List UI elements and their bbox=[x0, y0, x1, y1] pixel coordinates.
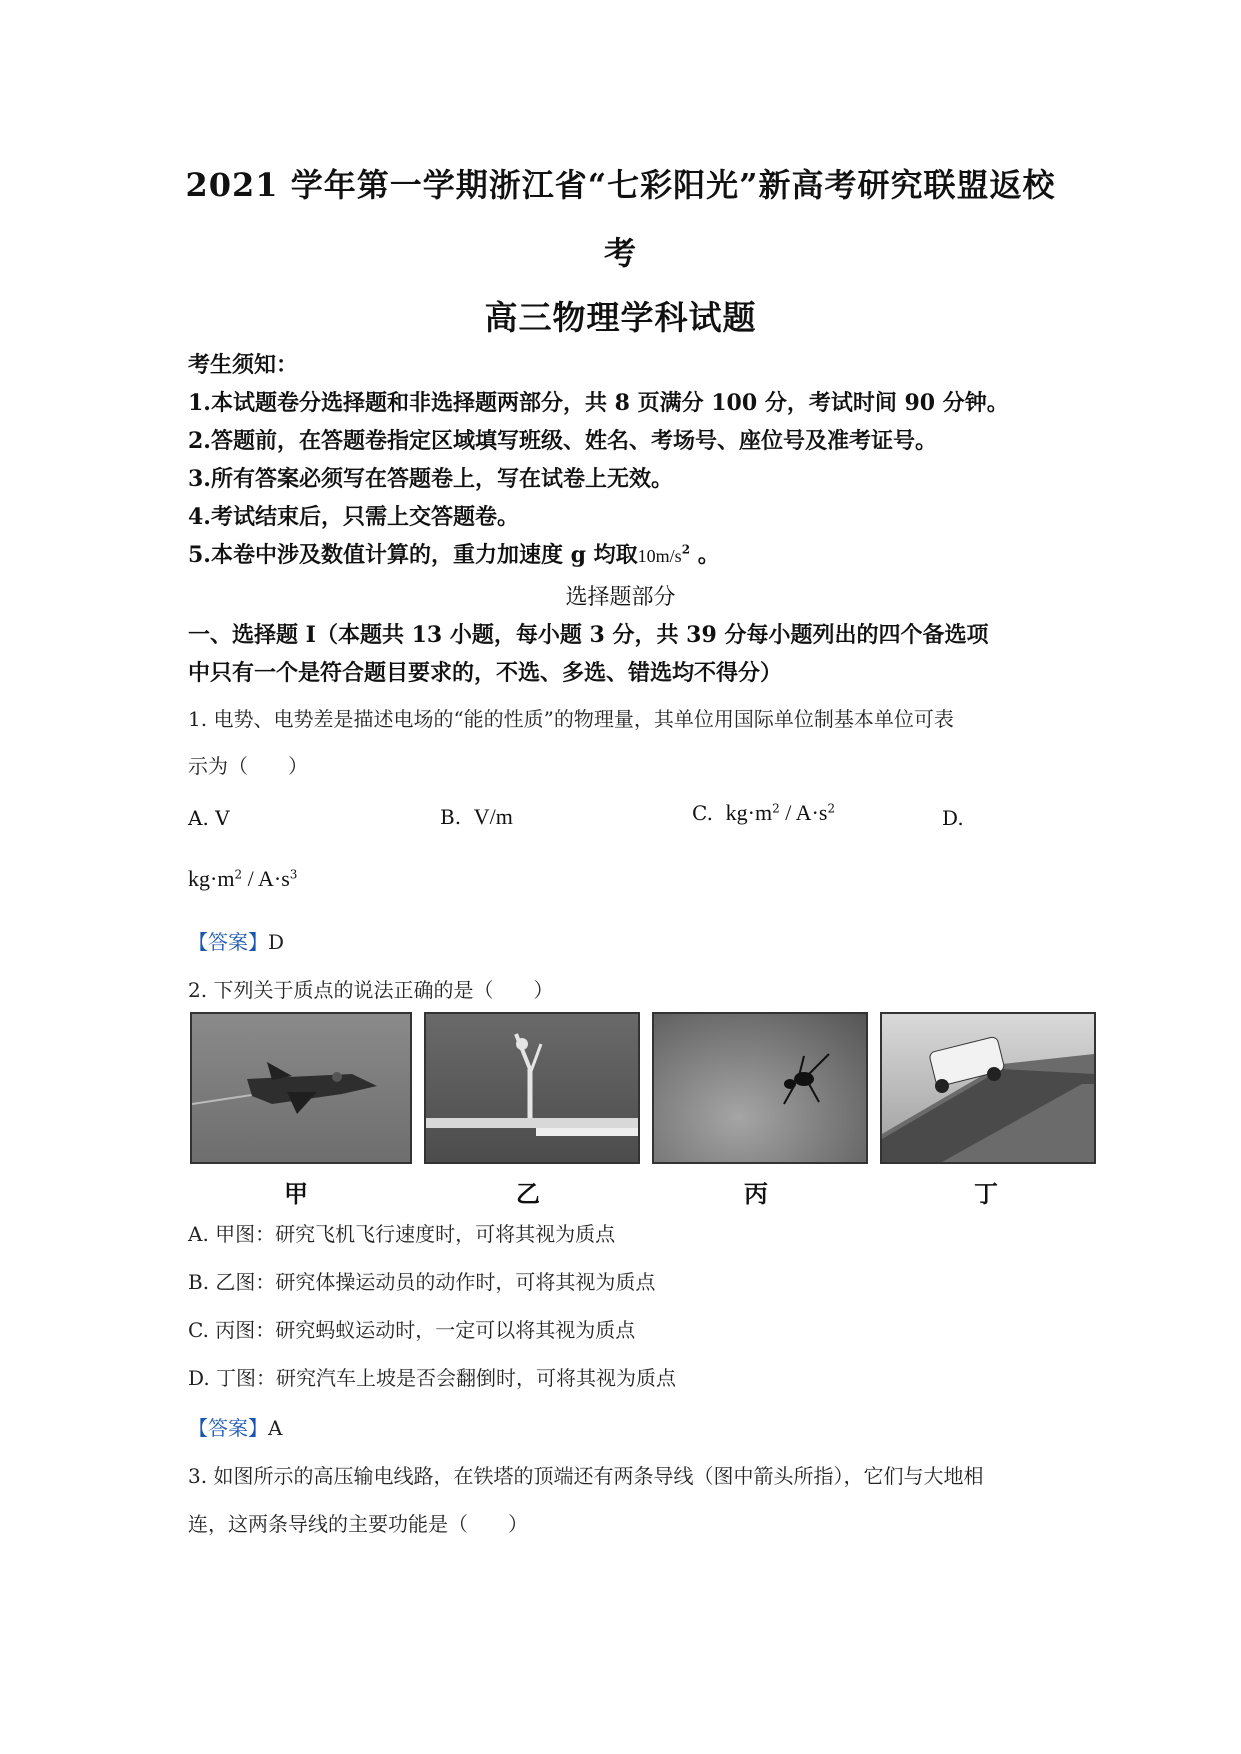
notice-item-5-text: 5.本卷中涉及数值计算的，重力加速度 g 均取 bbox=[188, 542, 638, 568]
g-value: 10m/s bbox=[637, 546, 682, 566]
q1-answer-value: D bbox=[268, 930, 285, 954]
notice-heading: 考生须知： bbox=[188, 352, 299, 378]
q1-option-c-label: C. bbox=[692, 801, 713, 825]
q1-option-b-value: V/m bbox=[473, 804, 513, 829]
q2-answer bbox=[188, 1412, 282, 1441]
q2-photo-strip bbox=[190, 1012, 1095, 1208]
notice-item-3: 3.所有答案必须写在答题卷上，写在试卷上无效。 bbox=[188, 466, 673, 492]
q1-option-c-exp2: 2 bbox=[827, 801, 836, 816]
q2-option-b: B. 乙图：研究体操运动员的动作时，可将其视为质点 bbox=[188, 1270, 656, 1294]
q1-option-c bbox=[692, 800, 835, 826]
notice-item-4: 4.考试结束后，只需上交答题卷。 bbox=[188, 504, 519, 530]
q2-stem: 2. 下列关于质点的说法正确的是（ ） bbox=[188, 978, 554, 1002]
q1-option-d-exp1: 2 bbox=[234, 867, 243, 882]
jet-image bbox=[192, 1014, 410, 1162]
q3-stem-line2: 连，这两条导线的主要功能是（ ） bbox=[188, 1512, 528, 1536]
notice-item-1: 1.本试题卷分选择题和非选择题两部分，共 8 页满分 100 分，考试时间 90 分钟。 bbox=[188, 390, 1009, 416]
q1-stem-line1: 1. 电势、电势差是描述电场的“能的性质”的物理量，其单位用国际单位制基本单位可表 bbox=[188, 707, 954, 731]
q1-option-b-label: B. bbox=[440, 805, 462, 829]
q1-option-d-label: D. bbox=[942, 806, 964, 830]
q2-option-c: C. 丙图：研究蚂蚁运动时，一定可以将其视为质点 bbox=[188, 1318, 636, 1342]
q1-option-d bbox=[188, 866, 297, 892]
g-exponent: 2 bbox=[681, 542, 691, 557]
q1-option-d-mid: / A·s bbox=[242, 866, 290, 891]
exam-title-line2: 考 bbox=[603, 234, 637, 272]
q1-answer bbox=[188, 926, 284, 955]
car-slope-image bbox=[882, 1014, 1094, 1162]
q2-answer-value: A bbox=[268, 1416, 283, 1440]
caption-yi: 乙 bbox=[516, 1180, 540, 1208]
q1-answer-tag: 【答案】 bbox=[188, 930, 268, 954]
caption-ding: 丁 bbox=[974, 1180, 998, 1208]
q1-option-c-exp1: 2 bbox=[772, 801, 780, 816]
photo-yi-gymnast bbox=[424, 1012, 640, 1164]
notice-item-5 bbox=[188, 538, 720, 569]
q1-option-c-mid: / A·s bbox=[779, 800, 828, 825]
photo-jia-jet bbox=[190, 1012, 412, 1164]
caption-jia: 甲 bbox=[284, 1180, 308, 1208]
part-instruction-line2: 中只有一个是符合题目要求的，不选、多选、错选均不得分） bbox=[188, 660, 783, 686]
q2-answer-tag: 【答案】 bbox=[188, 1416, 268, 1440]
photo-bing-ant bbox=[652, 1012, 868, 1164]
q3-stem-line1: 3. 如图所示的高压输电线路，在铁塔的顶端还有两条导线（图中箭头所指），它们与大地相 bbox=[188, 1464, 984, 1488]
gymnast-image bbox=[426, 1014, 638, 1162]
part-instruction-line1: 一、选择题 I（本题共 13 小题，每小题 3 分，共 39 分每小题列出的四个备选项 bbox=[188, 622, 989, 648]
photo-ding-car bbox=[880, 1012, 1096, 1164]
notice-item-5-end: 。 bbox=[690, 542, 720, 568]
exam-title-line1: 2021 学年第一学期浙江省“七彩阳光”新高考研究联盟返校 bbox=[185, 166, 1056, 204]
q1-option-c-base: kg·m bbox=[725, 800, 773, 825]
q1-stem-line2: 示为（ ） bbox=[188, 754, 308, 778]
section-title: 选择题部分 bbox=[565, 585, 676, 610]
q2-option-d: D. 丁图：研究汽车上坡是否会翻倒时，可将其视为质点 bbox=[188, 1366, 677, 1390]
notice-item-2: 2.答题前，在答题卷指定区域填写班级、姓名、考场号、座位号及准考证号。 bbox=[188, 428, 937, 454]
q1-option-d-exp2: 3 bbox=[289, 867, 298, 882]
q2-option-a: A. 甲图：研究飞机飞行速度时，可将其视为质点 bbox=[188, 1222, 616, 1246]
caption-bing: 丙 bbox=[744, 1180, 768, 1208]
q1-option-a: A. V bbox=[188, 806, 230, 830]
ant-image bbox=[654, 1014, 866, 1162]
q1-option-d-base: kg·m bbox=[188, 866, 235, 891]
q1-option-b bbox=[440, 804, 513, 830]
exam-subtitle: 高三物理学科试题 bbox=[484, 298, 757, 337]
